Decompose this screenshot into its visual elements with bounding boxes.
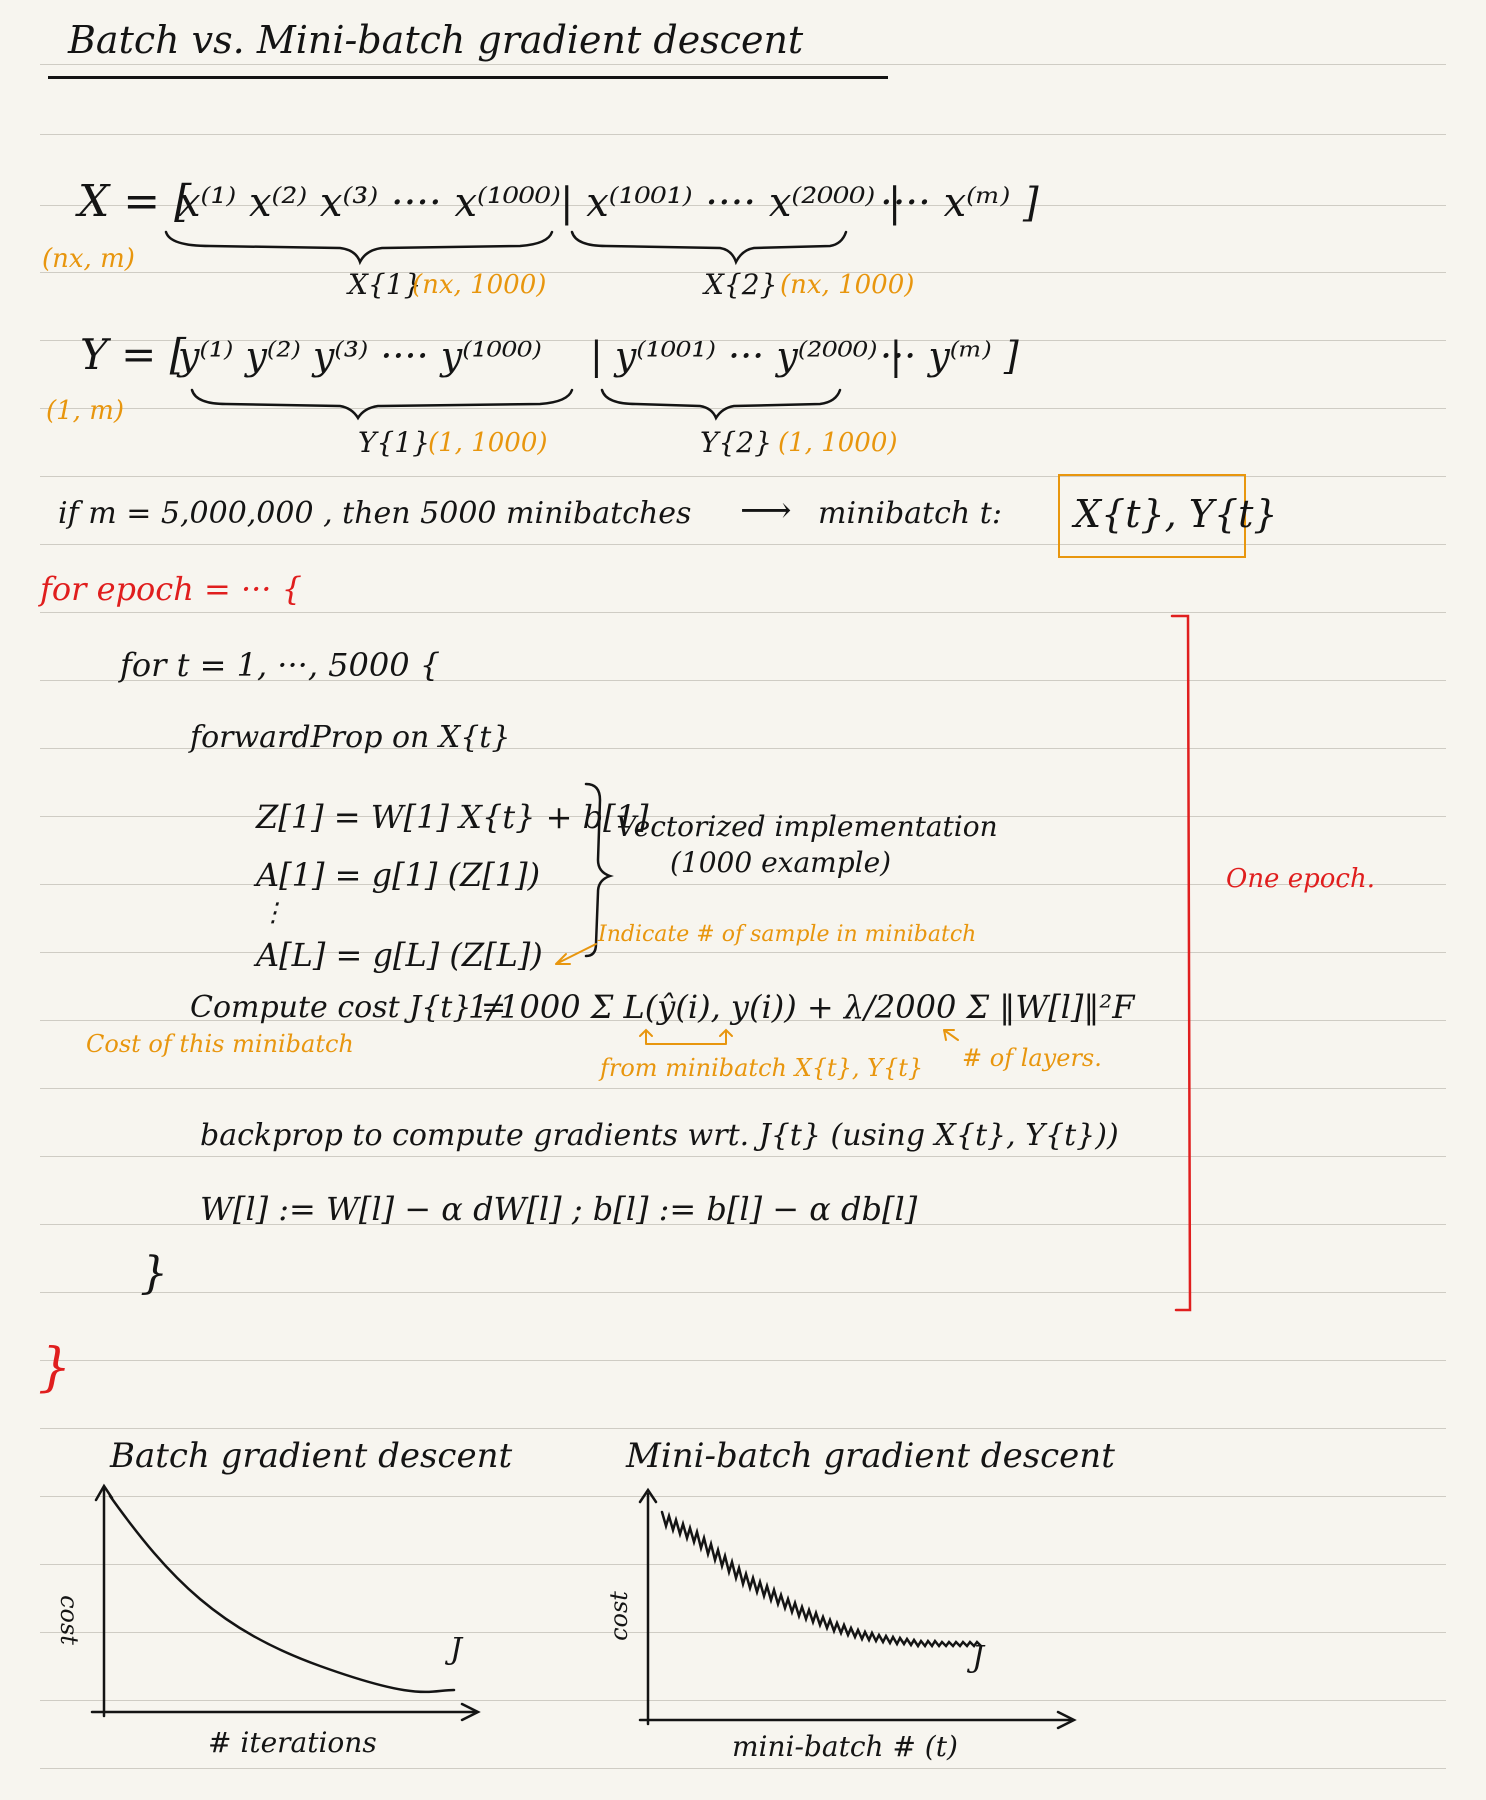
minibatch-count-text: if m = 5,000,000 , then 5000 minibatches xyxy=(58,496,692,531)
batch-ylabel: cost xyxy=(54,1595,83,1645)
indicate-arrow xyxy=(556,944,596,964)
y-brace1-label: Y{1} xyxy=(358,426,430,459)
cost-formula: 1/1000 Σ L(ŷ(i), y(i)) + λ/2000 Σ ‖W[l]‖²F xyxy=(468,988,1135,1026)
y-brace2-shape: (1, 1000) xyxy=(778,428,898,458)
vectorized-sub-label: (1000 example) xyxy=(670,846,892,879)
vectorized-label: Vectorized implementation xyxy=(616,810,998,843)
one-epoch-label: One epoch. xyxy=(1226,864,1375,894)
compute-cost-prefix: Compute cost J{t} = xyxy=(190,990,507,1025)
from-minibatch-note: from minibatch X{t}, Y{t} xyxy=(600,1054,924,1082)
y-row-rest: ··· y⁽ᵐ⁾ ] xyxy=(880,334,1019,378)
x-row-batch1: x⁽¹⁾ x⁽²⁾ x⁽³⁾ ···· x⁽¹⁰⁰⁰⁾ xyxy=(178,180,561,226)
backprop-line: backprop to compute gradients wrt. J{t} (using X{t}, Y{t})) xyxy=(200,1118,1119,1153)
x-brace1-shape: (nx, 1000) xyxy=(412,270,547,300)
x-brace2-shape: (nx, 1000) xyxy=(780,270,915,300)
y-shape-label: (1, m) xyxy=(46,396,125,426)
y-row-lhs: Y = [ xyxy=(80,330,187,379)
x-row-batch2: | x⁽¹⁰⁰¹⁾ ···· x⁽²⁰⁰⁰⁾ | xyxy=(560,180,902,226)
vectorized-brace xyxy=(586,784,610,956)
y-brace1-shape: (1, 1000) xyxy=(428,428,548,458)
y-brace-1 xyxy=(192,390,572,418)
outer-close-brace: } xyxy=(38,1338,72,1398)
layers-arrow xyxy=(944,1030,958,1040)
y-row-batch1: y⁽¹⁾ y⁽²⁾ y⁽³⁾ ···· y⁽¹⁰⁰⁰⁾ xyxy=(178,334,542,378)
eq-vdots: ⋮ xyxy=(260,898,286,928)
eq-aL: A[L] = g[L] (Z[L]) xyxy=(256,936,543,974)
from-bracket xyxy=(640,1030,732,1044)
x-row-rest: ···· x⁽ᵐ⁾ ] xyxy=(880,180,1039,226)
indicate-sample-note: Indicate # of sample in minibatch xyxy=(598,922,977,947)
batch-chart-title: Batch gradient descent xyxy=(110,1436,513,1476)
minibatch-curve-label: J xyxy=(972,1640,985,1675)
batch-cost-curve xyxy=(110,1496,454,1692)
epoch-bracket xyxy=(1172,616,1190,1310)
outer-for-epoch: for epoch = ··· { xyxy=(40,570,302,608)
x-row-lhs: X = [ xyxy=(78,176,192,227)
x-brace-2 xyxy=(572,232,846,262)
y-brace2-label: Y{2} xyxy=(700,426,772,459)
batch-curve-label: J xyxy=(450,1632,463,1667)
minibatch-ylabel: cost xyxy=(604,1591,633,1641)
x-brace-1 xyxy=(166,232,552,262)
x-brace2-label: X{2} xyxy=(704,268,778,301)
batch-xlabel: # iterations xyxy=(208,1726,377,1759)
minibatch-boxed-text: X{t}, Y{t} xyxy=(1074,492,1278,536)
minibatch-xlabel: mini-batch # (t) xyxy=(732,1730,958,1763)
minibatch-t-label: minibatch t: xyxy=(818,496,1002,531)
eq-a1: A[1] = g[1] (Z[1]) xyxy=(256,856,541,894)
inner-close-brace: } xyxy=(140,1248,168,1299)
y-row-batch2: | y⁽¹⁰⁰¹⁾ ··· y⁽²⁰⁰⁰⁾ | xyxy=(590,334,903,378)
x-brace1-label: X{1} xyxy=(348,268,422,301)
y-brace-2 xyxy=(602,390,840,418)
x-shape-label: (nx, m) xyxy=(42,244,135,274)
forward-prop-line: forwardProp on X{t} xyxy=(190,720,511,755)
eq-z1: Z[1] = W[1] X{t} + b[1] xyxy=(256,798,649,836)
inner-for-t: for t = 1, ···, 5000 { xyxy=(120,646,441,684)
minibatch-cost-curve xyxy=(662,1512,981,1646)
layers-note: # of layers. xyxy=(962,1044,1102,1072)
cost-minibatch-note: Cost of this minibatch xyxy=(86,1030,354,1058)
update-line: W[l] := W[l] − α dW[l] ; b[l] := b[l] − α db[l] xyxy=(200,1190,918,1228)
page-title: Batch vs. Mini-batch gradient descent xyxy=(68,18,804,62)
arrow-icon: ⟶ xyxy=(740,490,792,531)
minibatch-chart-title: Mini-batch gradient descent xyxy=(626,1436,1115,1476)
